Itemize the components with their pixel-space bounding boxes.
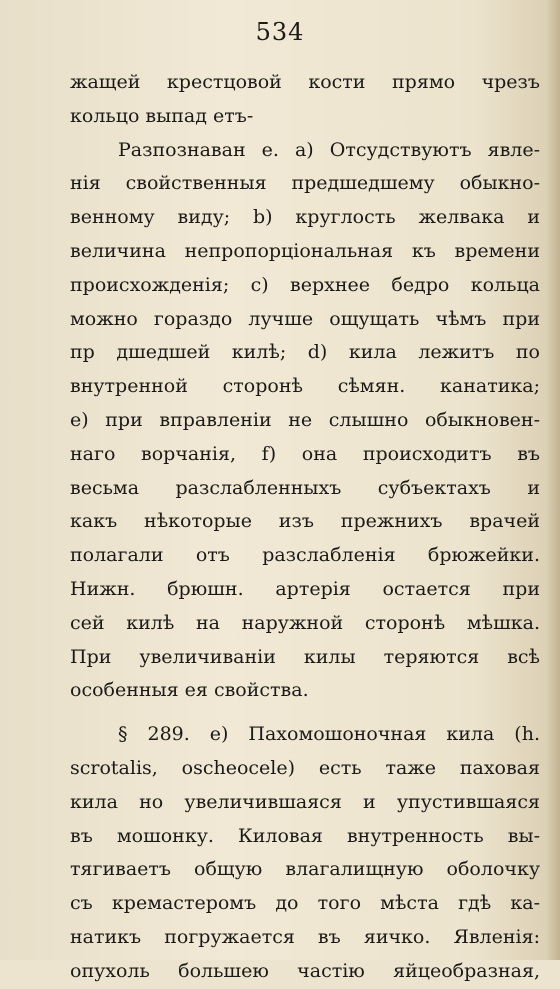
text-line: внутренной сторонѣ сѣмян. канатика;	[70, 375, 540, 398]
text-line: кила но увеличившаяся и упустившаяся	[70, 790, 540, 813]
text-line: При увеличиваніи килы теряются всѣ	[70, 645, 540, 668]
page-number: 534	[255, 18, 305, 46]
text-line: § 289. е) Пахомошоночная кила (h.	[118, 723, 540, 746]
text-line: нія свойственныя предшедшему обыкно-	[70, 172, 540, 195]
text-line: scrotalis, oscheocele) есть таже паховая	[70, 756, 540, 779]
text-line: кольцо выпад етъ-	[70, 104, 254, 127]
text-line: наго ворчанія, f) она происходитъ въ	[70, 442, 540, 465]
text-line: Разпознаван е. а) Отсудствуютъ явле-	[118, 138, 540, 161]
text-line: весьма разслабленныхъ субъектахъ и	[70, 476, 540, 499]
text-line: какъ нѣкоторые изъ прежнихъ врачей	[70, 510, 540, 533]
page-edge-shadow	[546, 0, 560, 960]
text-line: опухоль большею частію яйцеобразная,	[70, 959, 540, 982]
text-line: сей килѣ на наружной сторонѣ мѣшка.	[70, 611, 540, 634]
text-line: Нижн. брюшн. артерія остается при	[70, 577, 540, 600]
text-line: е) при вправленіи не слышно обыкновен-	[70, 408, 540, 431]
text-line: съ кремастеромъ до того мѣста гдѣ ка-	[70, 892, 540, 915]
body-text	[70, 66, 540, 989]
text-line: жащей крестцовой кости прямо чрезъ	[70, 71, 540, 93]
text-line: въ мошонку. Киловая внутренность вы-	[70, 824, 540, 847]
paragraph-gap	[70, 708, 540, 718]
text-line: натикъ погружается въ яичко. Явленія:	[70, 925, 540, 948]
text-line: венному виду; b) круглость желвака и	[70, 206, 540, 229]
text-line: тягиваетъ общую влагалищную оболочку	[70, 858, 540, 881]
text-line: полагали отъ разслабленія брюжейки.	[70, 544, 540, 567]
text-line: происхожденія; с) верхнее бедро кольца	[70, 273, 540, 296]
text-line: пр дшедшей килѣ; d) кила лежитъ по	[70, 341, 540, 364]
text-line: можно гораздо лучше ощущать чѣмъ при	[70, 307, 540, 330]
text-line: величина непропорціональная къ времени	[70, 239, 540, 262]
text-line: особенныя ея свойства.	[70, 679, 309, 702]
